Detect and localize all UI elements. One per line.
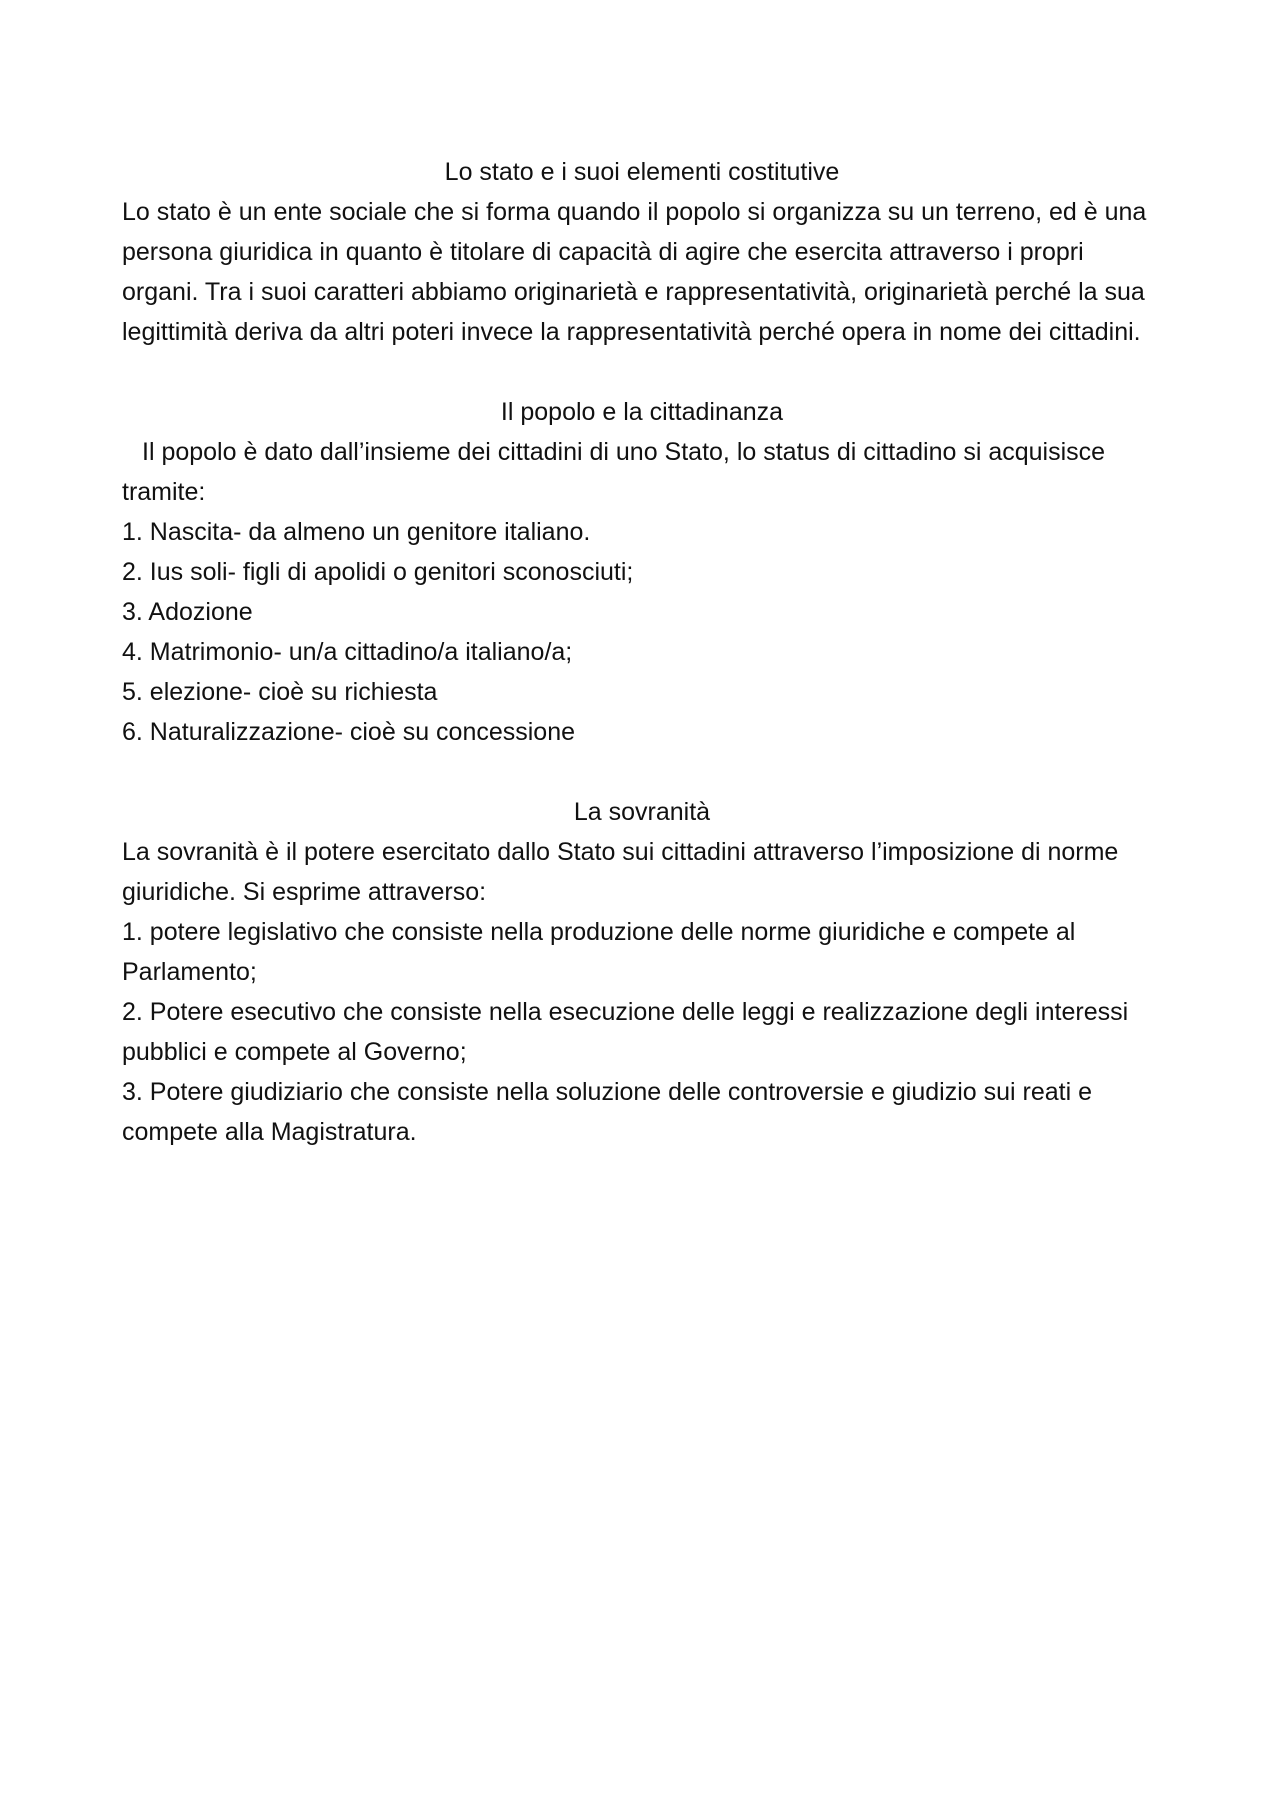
- list-cittadinanza: [122, 512, 1162, 752]
- paragraph-popolo-intro: Il popolo è dato dall’insieme dei cittadini di uno Stato, lo status di cittadino si acquisisce tramite:: [122, 438, 1106, 506]
- list-item: 3. Adozione: [122, 598, 253, 626]
- spacer: [122, 352, 1162, 392]
- spacer: [122, 752, 1162, 792]
- document-body: [122, 152, 1162, 1152]
- list-item: 4. Matrimonio- un/a cittadino/a italiano/a;: [122, 638, 573, 666]
- section-heading-popolo: Il popolo e la cittadinanza: [500, 398, 784, 426]
- list-item: 1. Nascita- da almeno un genitore italiano.: [122, 518, 591, 546]
- section-heading-stato: Lo stato e i suoi elementi costitutive: [444, 158, 840, 186]
- list-item: 2. Ius soli- figli di apolidi o genitori sconosciuti;: [122, 558, 634, 586]
- list-item: 3. Potere giudiziario che consiste nella soluzione delle controversie e giudizio sui reati e compete alla Magistratura.: [122, 1078, 1092, 1146]
- list-item: 2. Potere esecutivo che consiste nella esecuzione delle leggi e realizzazione degli interessi pubblici e compete al Governo;: [122, 998, 1129, 1066]
- paragraph-stato: Lo stato è un ente sociale che si forma quando il popolo si organizza su un terreno, ed è una persona giuridica in quanto è titolare di capacità di agire che esercita attraverso i propri organi. Tra i suoi caratteri abbiamo originarietà e rappresentatività, originarietà perché la sua legittimità deriva da altri poteri invece la rappresentatività perché opera in nome dei cittadini.: [122, 198, 1147, 346]
- list-item: 5. elezione- cioè su richiesta: [122, 678, 438, 706]
- list-poteri: [122, 912, 1162, 1152]
- section-heading-sovranita: La sovranità: [573, 798, 711, 826]
- paragraph-sovranita-intro: La sovranità è il potere esercitato dallo Stato sui cittadini attraverso l’imposizione di norme giuridiche. Si esprime attraverso:: [122, 838, 1119, 906]
- list-item: 1. potere legislativo che consiste nella produzione delle norme giuridiche e compete al Parlamento;: [122, 918, 1076, 986]
- list-item: 6. Naturalizzazione- cioè su concessione: [122, 718, 576, 746]
